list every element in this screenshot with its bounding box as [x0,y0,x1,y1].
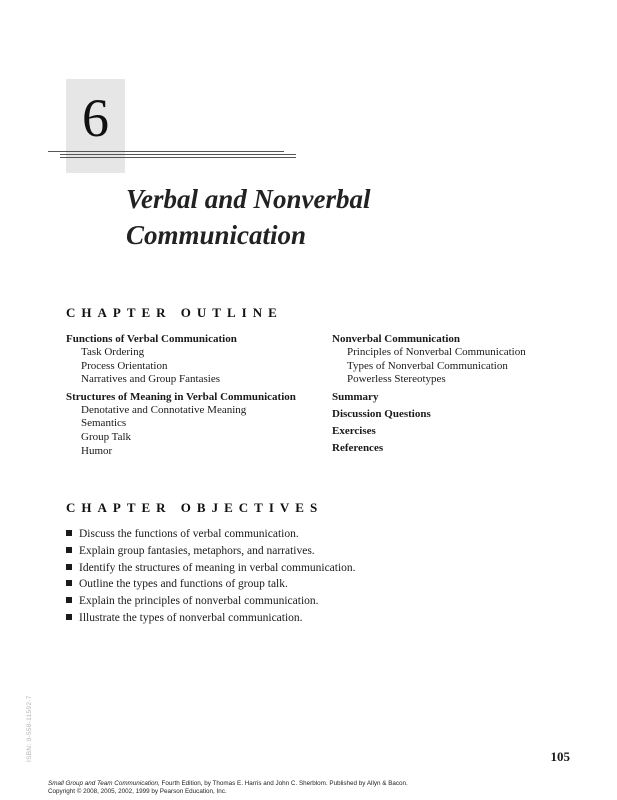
chapter-title [126,181,586,253]
square-bullet-icon [66,580,72,586]
objective-item [66,543,566,560]
outline-main-entry: Summary [332,390,379,403]
outline-section [332,424,592,438]
objective-item [66,593,566,610]
footer-book-title: Small Group and Team Communication, [48,780,160,787]
isbn-watermark: ISBN: 0-558-11592-7 [26,695,33,762]
objective-item [66,576,566,593]
outline-left-column [66,332,326,461]
outline-sub-entry: Humor [81,444,113,457]
outline-sub-entry: Group Talk [81,430,132,443]
outline-main-entry: Functions of Verbal Communication [66,333,237,345]
outline-main-entry: Nonverbal Communication [332,333,461,345]
decorative-rule [60,154,296,155]
square-bullet-icon [66,530,72,536]
square-bullet-icon [66,614,72,620]
footer-line1-rest: Fourth Edition, by Thomas E. Harris and John C. Sherblom. Published by Allyn & Bacon. [159,780,408,787]
outline-main-entry: Structures of Meaning in Verbal Communication [66,390,296,403]
objectives-list [66,526,566,627]
objective-text: Discuss the functions of verbal communication. [79,528,299,540]
outline-sub-entry: Process Orientation [81,359,168,372]
chapter-number: 6 [82,88,109,148]
outline-section [332,441,592,455]
outline-sub-entry: Powerless Stereotypes [347,373,446,386]
chapter-objectives-heading: CHAPTER OBJECTIVES [66,500,324,515]
outline-sub-entry: Denotative and Connotative Meaning [81,403,247,416]
objective-text: Outline the types and functions of group talk. [79,578,288,591]
outline-section [66,390,326,458]
square-bullet-icon [66,564,72,570]
outline-main-entry: Discussion Questions [332,407,431,420]
outline-sub-entry: Task Ordering [81,346,145,358]
footer-line2: Copyright © 2008, 2005, 2002, 1999 by Pearson Education, Inc. [48,788,227,795]
chapter-outline-heading: CHAPTER OUTLINE [66,305,283,320]
outline-section [332,390,592,404]
square-bullet-icon [66,547,72,553]
objective-item [66,610,566,627]
objective-text: Illustrate the types of nonverbal communication. [79,611,303,624]
chapter-title-line1: Verbal and Nonverbal [126,184,371,214]
objective-item [66,560,566,577]
outline-main-entry: Exercises [332,424,376,437]
square-bullet-icon [66,597,72,603]
outline-sub-entry: Narratives and Group Fantasies [81,373,220,386]
outline-main-entry: References [332,441,384,454]
chapter-title-line2: Communication [126,220,307,250]
objective-item [66,526,566,543]
outline-right-column [332,332,592,458]
objective-text: Explain the principles of nonverbal communication. [79,595,319,608]
objective-text: Explain group fantasies, metaphors, and narratives. [79,544,315,557]
page-number: 105 [550,749,570,764]
outline-sub-entry: Principles of Nonverbal Communication [347,346,526,358]
footer-line1 [48,780,608,788]
decorative-rule [60,157,296,158]
decorative-rule [48,151,284,152]
outline-section [66,332,326,387]
outline-sub-entry: Types of Nonverbal Communication [347,359,508,372]
outline-sub-entry: Semantics [81,417,127,430]
outline-section [332,332,592,387]
copyright-footer [48,780,608,796]
outline-section [332,407,592,421]
objective-text: Identify the structures of meaning in verbal communication. [79,561,356,574]
